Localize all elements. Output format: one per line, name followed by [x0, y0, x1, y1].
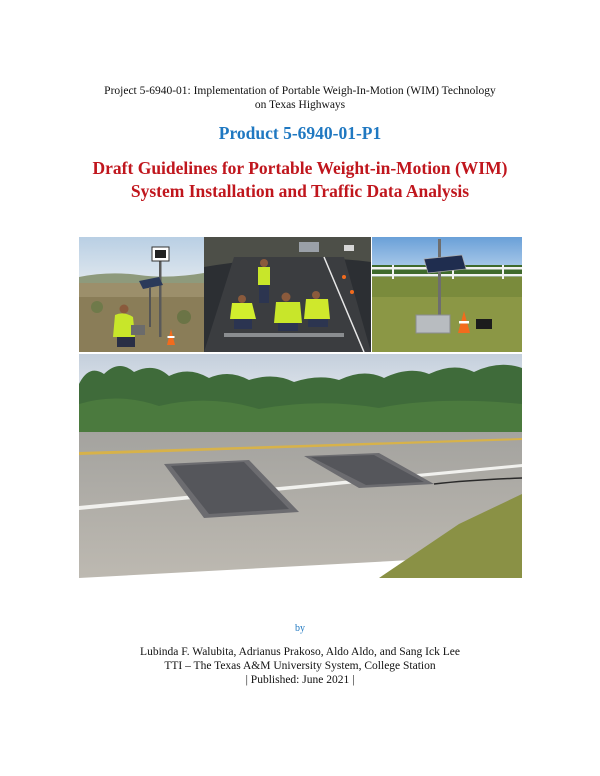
report-title-line-1: Draft Guidelines for Portable Weight-in-Motion (WIM): [92, 158, 508, 178]
author-names: Lubinda F. Walubita, Adrianus Prakoso, Aldo Aldo, and Sang Ick Lee: [140, 646, 460, 658]
by-line: by: [295, 623, 305, 634]
project-heading: [0, 84, 600, 112]
project-line-2: on Texas Highways: [254, 99, 346, 111]
project-line-1: Project 5-6940-01: Implementation of Portable Weigh-In-Motion (WIM) Technology: [104, 85, 496, 97]
product-number: Product 5-6940-01-P1: [218, 123, 382, 143]
photo-solar-enclosure: [372, 237, 522, 352]
report-title: [0, 157, 600, 203]
affiliation: TTI – The Texas A&M University System, College Station: [164, 660, 436, 672]
photo-crew-installation: [204, 237, 371, 352]
publication-date: | Published: June 2021 |: [245, 674, 355, 686]
author-block: [0, 645, 600, 687]
report-title-line-2: System Installation and Traffic Data Analysis: [130, 181, 470, 201]
photo-highway-wim-sensors: [79, 354, 522, 578]
photo-roadside-technician: [79, 237, 204, 352]
